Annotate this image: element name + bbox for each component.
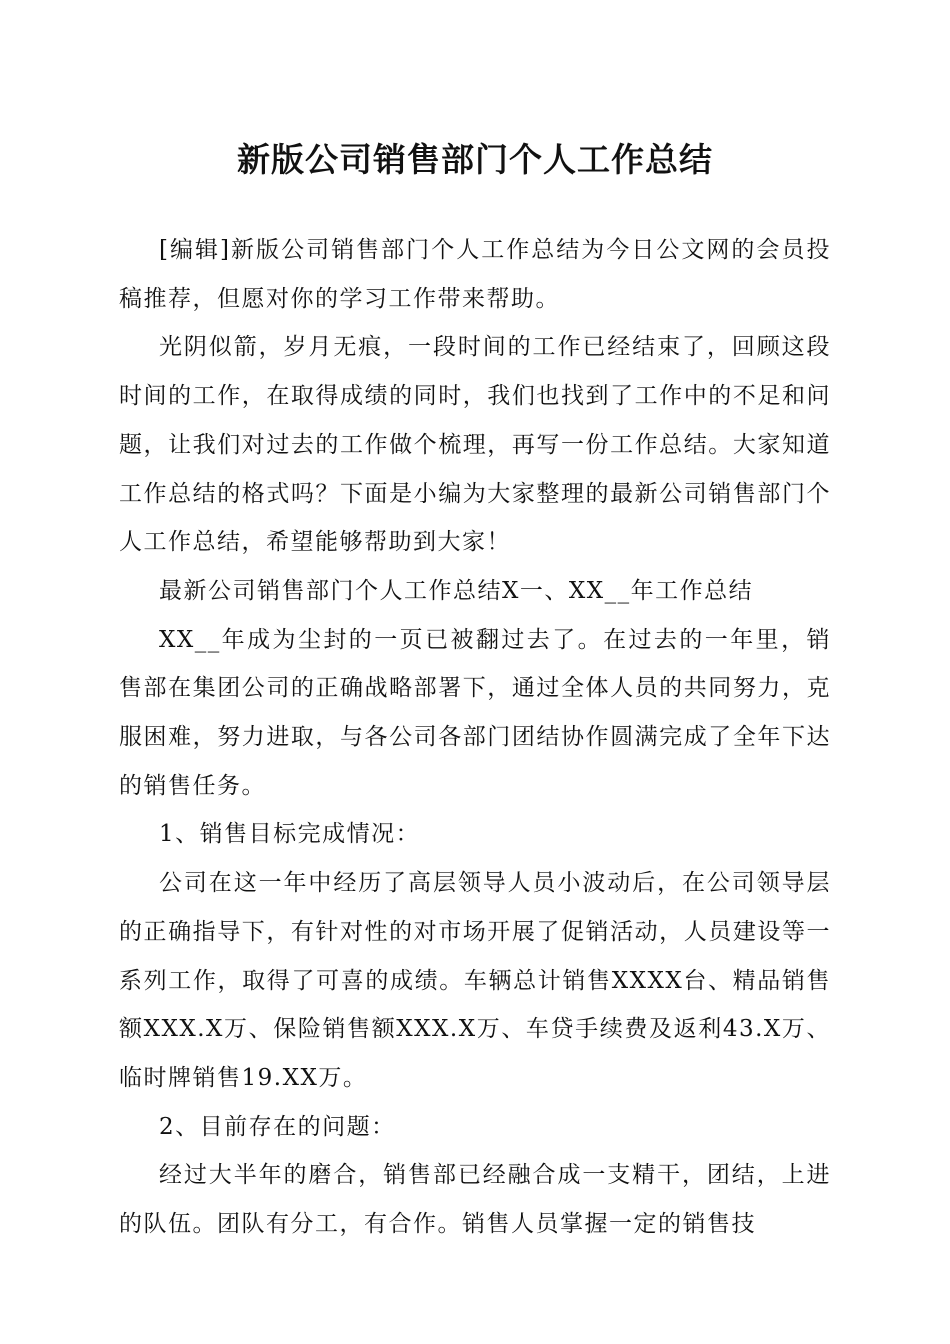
- document-body: [119, 226, 831, 1249]
- paragraph-section-heading: 最新公司销售部门个人工作总结X一、XX__年工作总结: [159, 577, 754, 604]
- paragraph-subheading-targets: 1、销售目标完成情况：: [159, 821, 421, 848]
- paragraph-targets: 公司在这一年中经历了高层领导人员小波动后，在公司领导层的正确指导下，有针对性的对市场开展了促销活动，人员建设等一系列工作，取得了可喜的成绩。车辆总计销售XXXX台、精品销售额XXX.X万、保险销售额XXX.X万、车贷手续费及返利43.X万、临时牌销售19.XX万。: [119, 870, 831, 1091]
- paragraph-intro: [编辑]新版公司销售部门个人工作总结为今日公文网的会员投稿推荐，但愿对你的学习工作带来帮助。: [119, 237, 831, 312]
- paragraph-opening: 光阴似箭，岁月无痕，一段时间的工作已经结束了，回顾这段时间的工作，在取得成绩的同时，我们也找到了工作中的不足和问题，让我们对过去的工作做个梳理，再写一份工作总结。大家知道工作总结的格式吗？下面是小编为大家整理的最新公司销售部门个人工作总结，希望能够帮助到大家！: [119, 334, 831, 556]
- document-title: 新版公司销售部门个人工作总结: [237, 140, 713, 179]
- paragraph-problems: 经过大半年的磨合，销售部已经融合成一支精干，团结，上进的队伍。团队有分工，有合作。销售人员掌握一定的销售技: [119, 1162, 831, 1238]
- paragraph-subheading-problems: 2、目前存在的问题：: [159, 1113, 396, 1140]
- paragraph-year-summary: XX__年成为尘封的一页已被翻过去了。在过去的一年里，销售部在集团公司的正确战略部署下，通过全体人员的共同努力，克服困难，努力进取，与各公司各部门团结协作圆满完成了全年下达的销售任务。: [119, 626, 831, 799]
